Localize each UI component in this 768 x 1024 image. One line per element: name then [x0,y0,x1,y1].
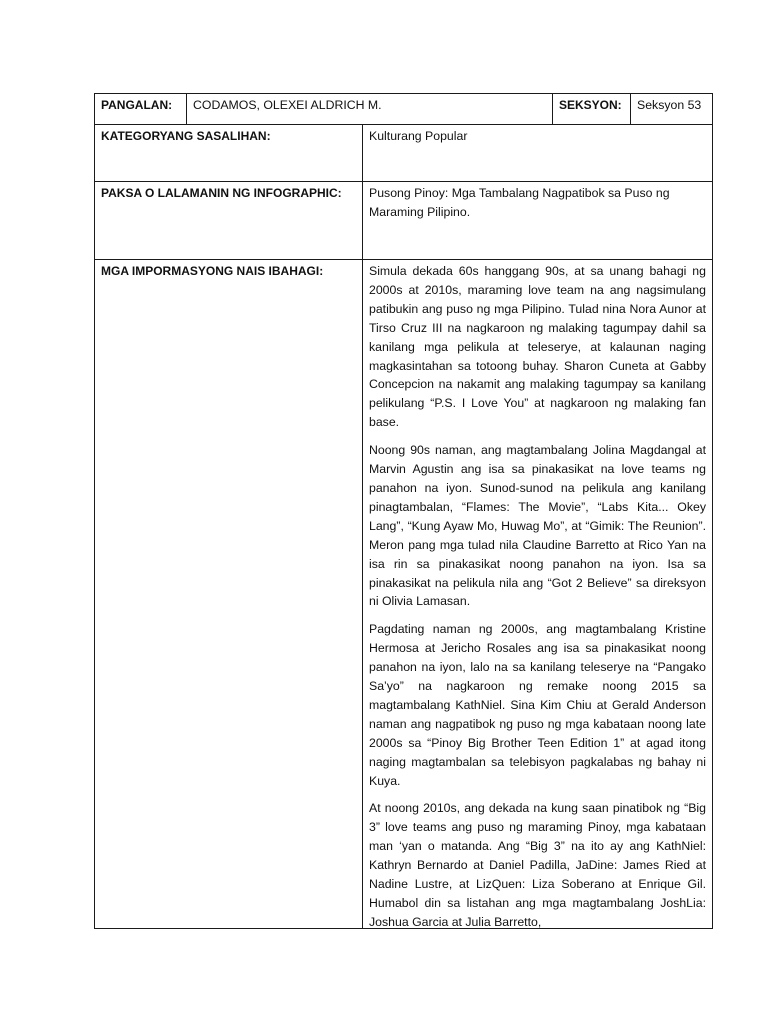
section-label-cell [552,93,631,125]
name-label-cell [94,93,187,125]
topic-value: Pusong Pinoy: Mga Tambalang Nagpatibok sa Puso ng Maraming Pilipino. [369,186,670,219]
info-paragraph: Simula dekada 60s hanggang 90s, at sa unang bahagi ng 2000s at 2010s, maraming love team na ang nagsimulang patibukin ang puso ng mga Pilipino. Tulad nina Nora Aunor at Tirso Cruz III na nagkaroon ng malaking tagumpay dahil sa kanilang mga pelikula at teleserye, at kalaunan naging magkasintahan sa totoong buhay. Sharon Cuneta at Gabby Concepcion na nakamit ang malaking tagumpay sa kanilang pelikulang “P.S. I Love You” at nagkaroon ng malaking fan base. [369,264,706,430]
section-label: SEKSYON: [559,98,622,112]
section-value: Seksyon 53 [637,98,702,112]
topic-label: PAKSA O LALAMANIN NG INFOGRAPHIC: [101,186,342,200]
info-content-cell [362,259,713,929]
info-paragraph: Pagdating naman ng 2000s, ang magtambalang Kristine Hermosa at Jericho Rosales ang isa sa pinakasikat noong panahon na iyon, lalo na sa kanilang teleserye na “Pangako Sa’yo” na nagkaroon ng remake noong 2015 sa magtambalang KathNiel. Sina Kim Chiu at Gerald Anderson naman ang nagpatibok ng puso ng mga kabataan noong late 2000s sa “Pinoy Big Brother Teen Edition 1” at agad itong naging magtambalan sa telebisyon pagkalabas ng bahay ni Kuya. [369,622,706,788]
name-value-cell [186,93,553,125]
name-value: CODAMOS, OLEXEI ALDRICH M. [193,98,382,112]
topic-label-cell [94,181,363,260]
info-paragraph: At noong 2010s, ang dekada na kung saan pinatibok ng “Big 3” love teams ang puso ng maraming Pinoy, mga kabataan man ‘yan o matanda. Ang “Big 3” na ito ay ang KathNiel: Kathryn Bernardo at Daniel Padilla, JaDine: James Ried at Nadine Lustre, at LizQuen: Liza Soberano at Enrique Gil. Humabol din sa listahan ang mga magtambalang JoshLia: Joshua Garcia at Julia Barretto, [369,801,706,929]
info-label: MGA IMPORMASYONG NAIS IBAHAGI: [101,264,324,278]
info-label-cell [94,259,363,929]
category-value: Kulturang Popular [369,129,468,143]
info-paragraph: Noong 90s naman, ang magtambalang Jolina Magdangal at Marvin Agustin ang isa sa pinakasikat na love teams ng panahon na iyon. Sunod-sunod na pelikula ang kanilang pinagtambalan, “Flames: The Movie”, “Labs Kita... Okey Lang”, “Kung Ayaw Mo, Huwag Mo”, at “Gimik: The Reunion”. Meron pang mga tulad nila Claudine Barretto at Rico Yan na isa rin sa pinakasikat noong panahon na iyon. Isa sa pinakasikat na pelikula nila ang “Got 2 Believe” sa direksyon ni Olivia Lamasan. [369,443,706,609]
topic-value-cell [362,181,713,260]
category-label-cell [94,124,363,182]
name-label: PANGALAN: [101,98,173,112]
category-value-cell [362,124,713,182]
category-label: KATEGORYANG SASALIHAN: [101,129,271,143]
section-value-cell [630,93,713,125]
